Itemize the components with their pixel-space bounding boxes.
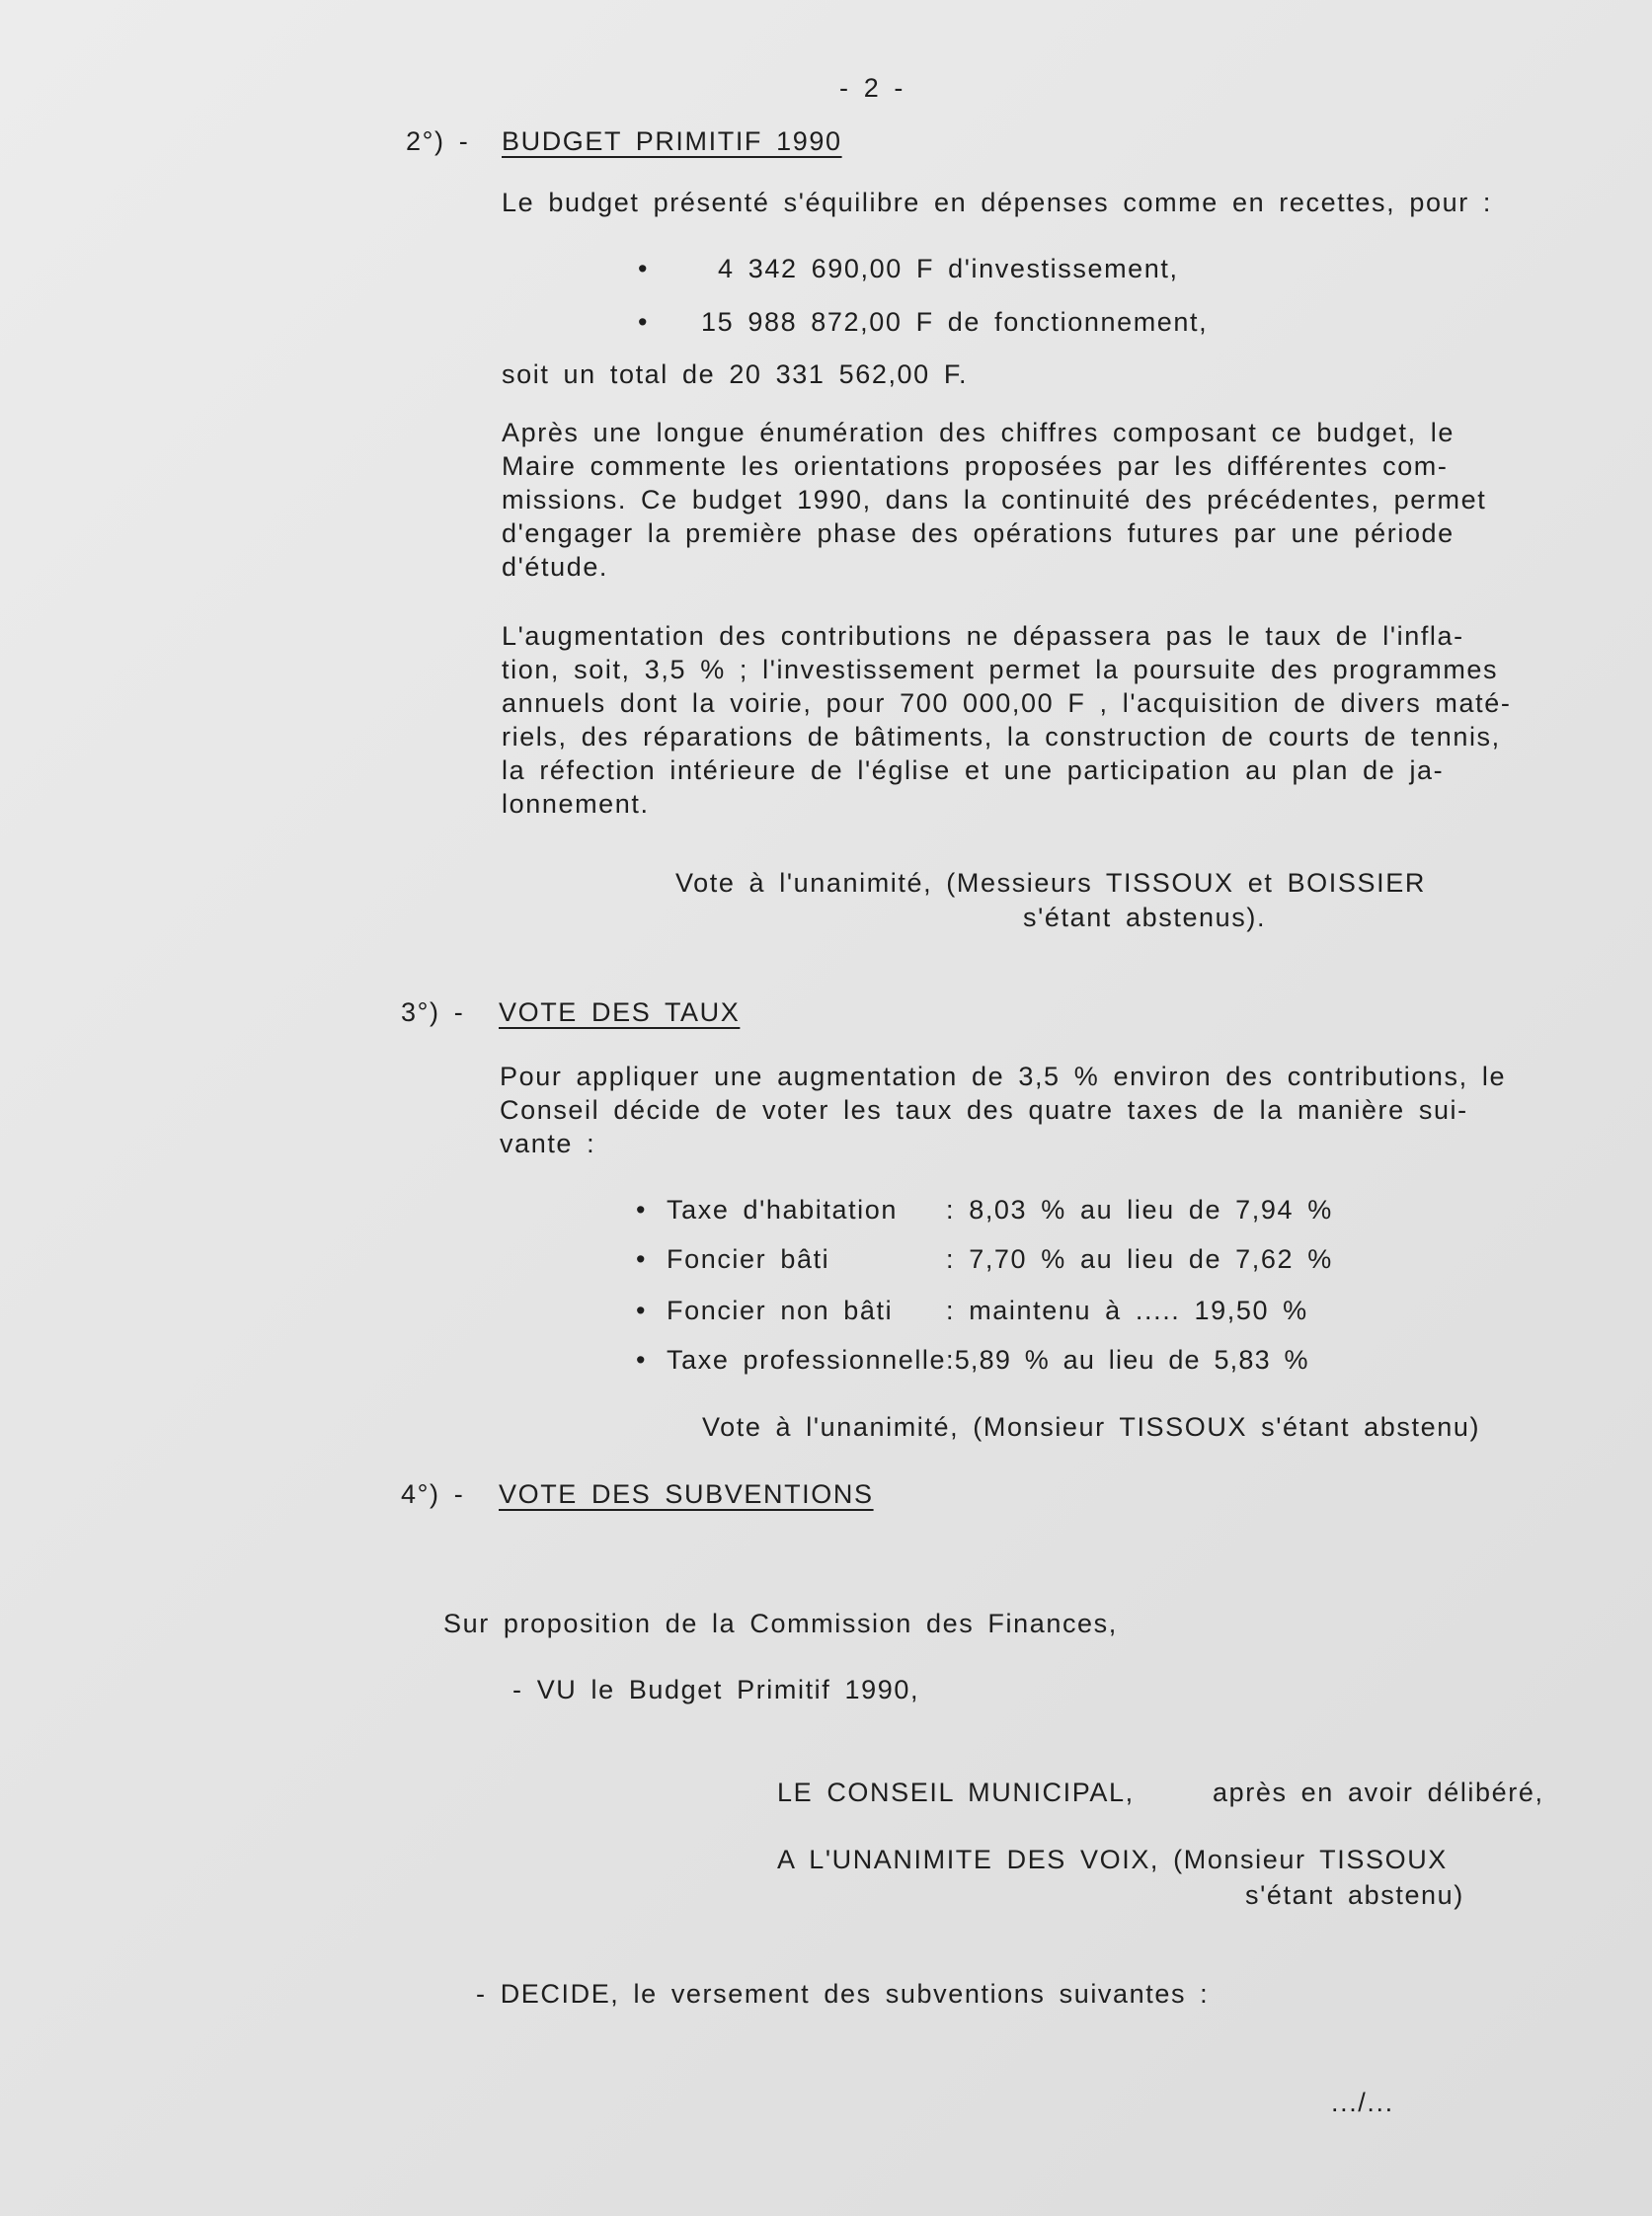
- text-line: Après une longue énumération des chiffres composant ce budget, le: [502, 418, 1455, 447]
- text-line: missions. Ce budget 1990, dans la continuité des précédentes, permet: [502, 485, 1487, 514]
- tax-value: : maintenu à ..... 19,50 %: [946, 1296, 1308, 1325]
- text-line: annuels dont la voirie, pour 700 000,00 F , l'acquisition de divers maté-: [502, 688, 1512, 718]
- vote-budget-abstention: s'étant abstenus).: [1023, 903, 1267, 932]
- budget-total: soit un total de 20 331 562,00 F.: [502, 359, 969, 389]
- bullet-icon: •: [638, 254, 650, 283]
- decide-text: - DECIDE, le versement des subventions suivantes :: [476, 1979, 1210, 2009]
- continuation-mark: .../...: [1331, 2088, 1394, 2117]
- delibere-text: après en avoir délibéré,: [1213, 1778, 1544, 1807]
- paragraph-augmentation: [502, 619, 1511, 821]
- vote-taux: Vote à l'unanimité, (Monsieur TISSOUX s'étant abstenu): [702, 1412, 1481, 1442]
- tax-label: Foncier non bâti: [667, 1296, 894, 1325]
- tax-value: : 7,70 % au lieu de 7,62 %: [946, 1244, 1333, 1274]
- text-line: L'augmentation des contributions ne dépassera pas le taux de l'infla-: [502, 621, 1464, 651]
- text-line: d'engager la première phase des opérations futures par une période: [502, 518, 1455, 548]
- section3-number: 3°) -: [401, 997, 465, 1027]
- abstenu-text: s'étant abstenu): [1245, 1880, 1464, 1910]
- section2-title: BUDGET PRIMITIF 1990: [502, 126, 842, 156]
- bullet-icon: •: [636, 1244, 648, 1274]
- proposition-text: Sur proposition de la Commission des Finances,: [443, 1609, 1118, 1638]
- tax-label: Taxe d'habitation: [667, 1195, 899, 1225]
- text-line: la réfection intérieure de l'église et une participation au plan de ja-: [502, 755, 1445, 785]
- vote-budget: Vote à l'unanimité, (Messieurs TISSOUX et BOISSIER: [675, 868, 1426, 898]
- text-line: lonnement.: [502, 789, 650, 819]
- text-line: riels, des réparations de bâtiments, la construction de courts de tennis,: [502, 722, 1501, 752]
- bullet-icon: •: [636, 1296, 648, 1325]
- unanimite-text: A L'UNANIMITE DES VOIX, (Monsieur TISSOUX: [777, 1845, 1448, 1874]
- text-line: Conseil décide de voter les taux des quatre taxes de la manière sui-: [500, 1095, 1468, 1125]
- paragraph-orientations: [502, 416, 1486, 584]
- section3-title: VOTE DES TAUX: [499, 997, 741, 1027]
- bullet-investissement: 4 342 690,00 F d'investissement,: [718, 254, 1179, 283]
- text-line: Maire commente les orientations proposées par les différentes com-: [502, 451, 1449, 481]
- text-line: vante :: [500, 1129, 596, 1158]
- section4-title: VOTE DES SUBVENTIONS: [499, 1479, 874, 1509]
- text-line: d'étude.: [502, 552, 609, 582]
- page-number: - 2 -: [839, 73, 905, 103]
- bullet-fonctionnement: 15 988 872,00 F de fonctionnement,: [701, 307, 1209, 337]
- budget-intro: Le budget présenté s'équilibre en dépenses comme en recettes, pour :: [502, 188, 1492, 217]
- tax-label: Foncier bâti: [667, 1244, 830, 1274]
- text-line: Pour appliquer une augmentation de 3,5 % environ des contributions, le: [500, 1062, 1507, 1091]
- text-line: tion, soit, 3,5 % ; l'investissement permet la poursuite des programmes: [502, 655, 1499, 684]
- bullet-icon: •: [636, 1195, 648, 1225]
- paragraph-taux: [500, 1060, 1506, 1160]
- vu-text: - VU le Budget Primitif 1990,: [512, 1675, 920, 1704]
- bullet-icon: •: [638, 307, 650, 337]
- tax-value: : 8,03 % au lieu de 7,94 %: [946, 1195, 1333, 1225]
- tax-label: Taxe professionnelle: [667, 1345, 947, 1375]
- bullet-icon: •: [636, 1345, 648, 1375]
- conseil-text: LE CONSEIL MUNICIPAL,: [777, 1778, 1135, 1807]
- tax-value: :5,89 % au lieu de 5,83 %: [946, 1345, 1309, 1375]
- section4-number: 4°) -: [401, 1479, 465, 1509]
- section2-number: 2°) -: [406, 126, 470, 156]
